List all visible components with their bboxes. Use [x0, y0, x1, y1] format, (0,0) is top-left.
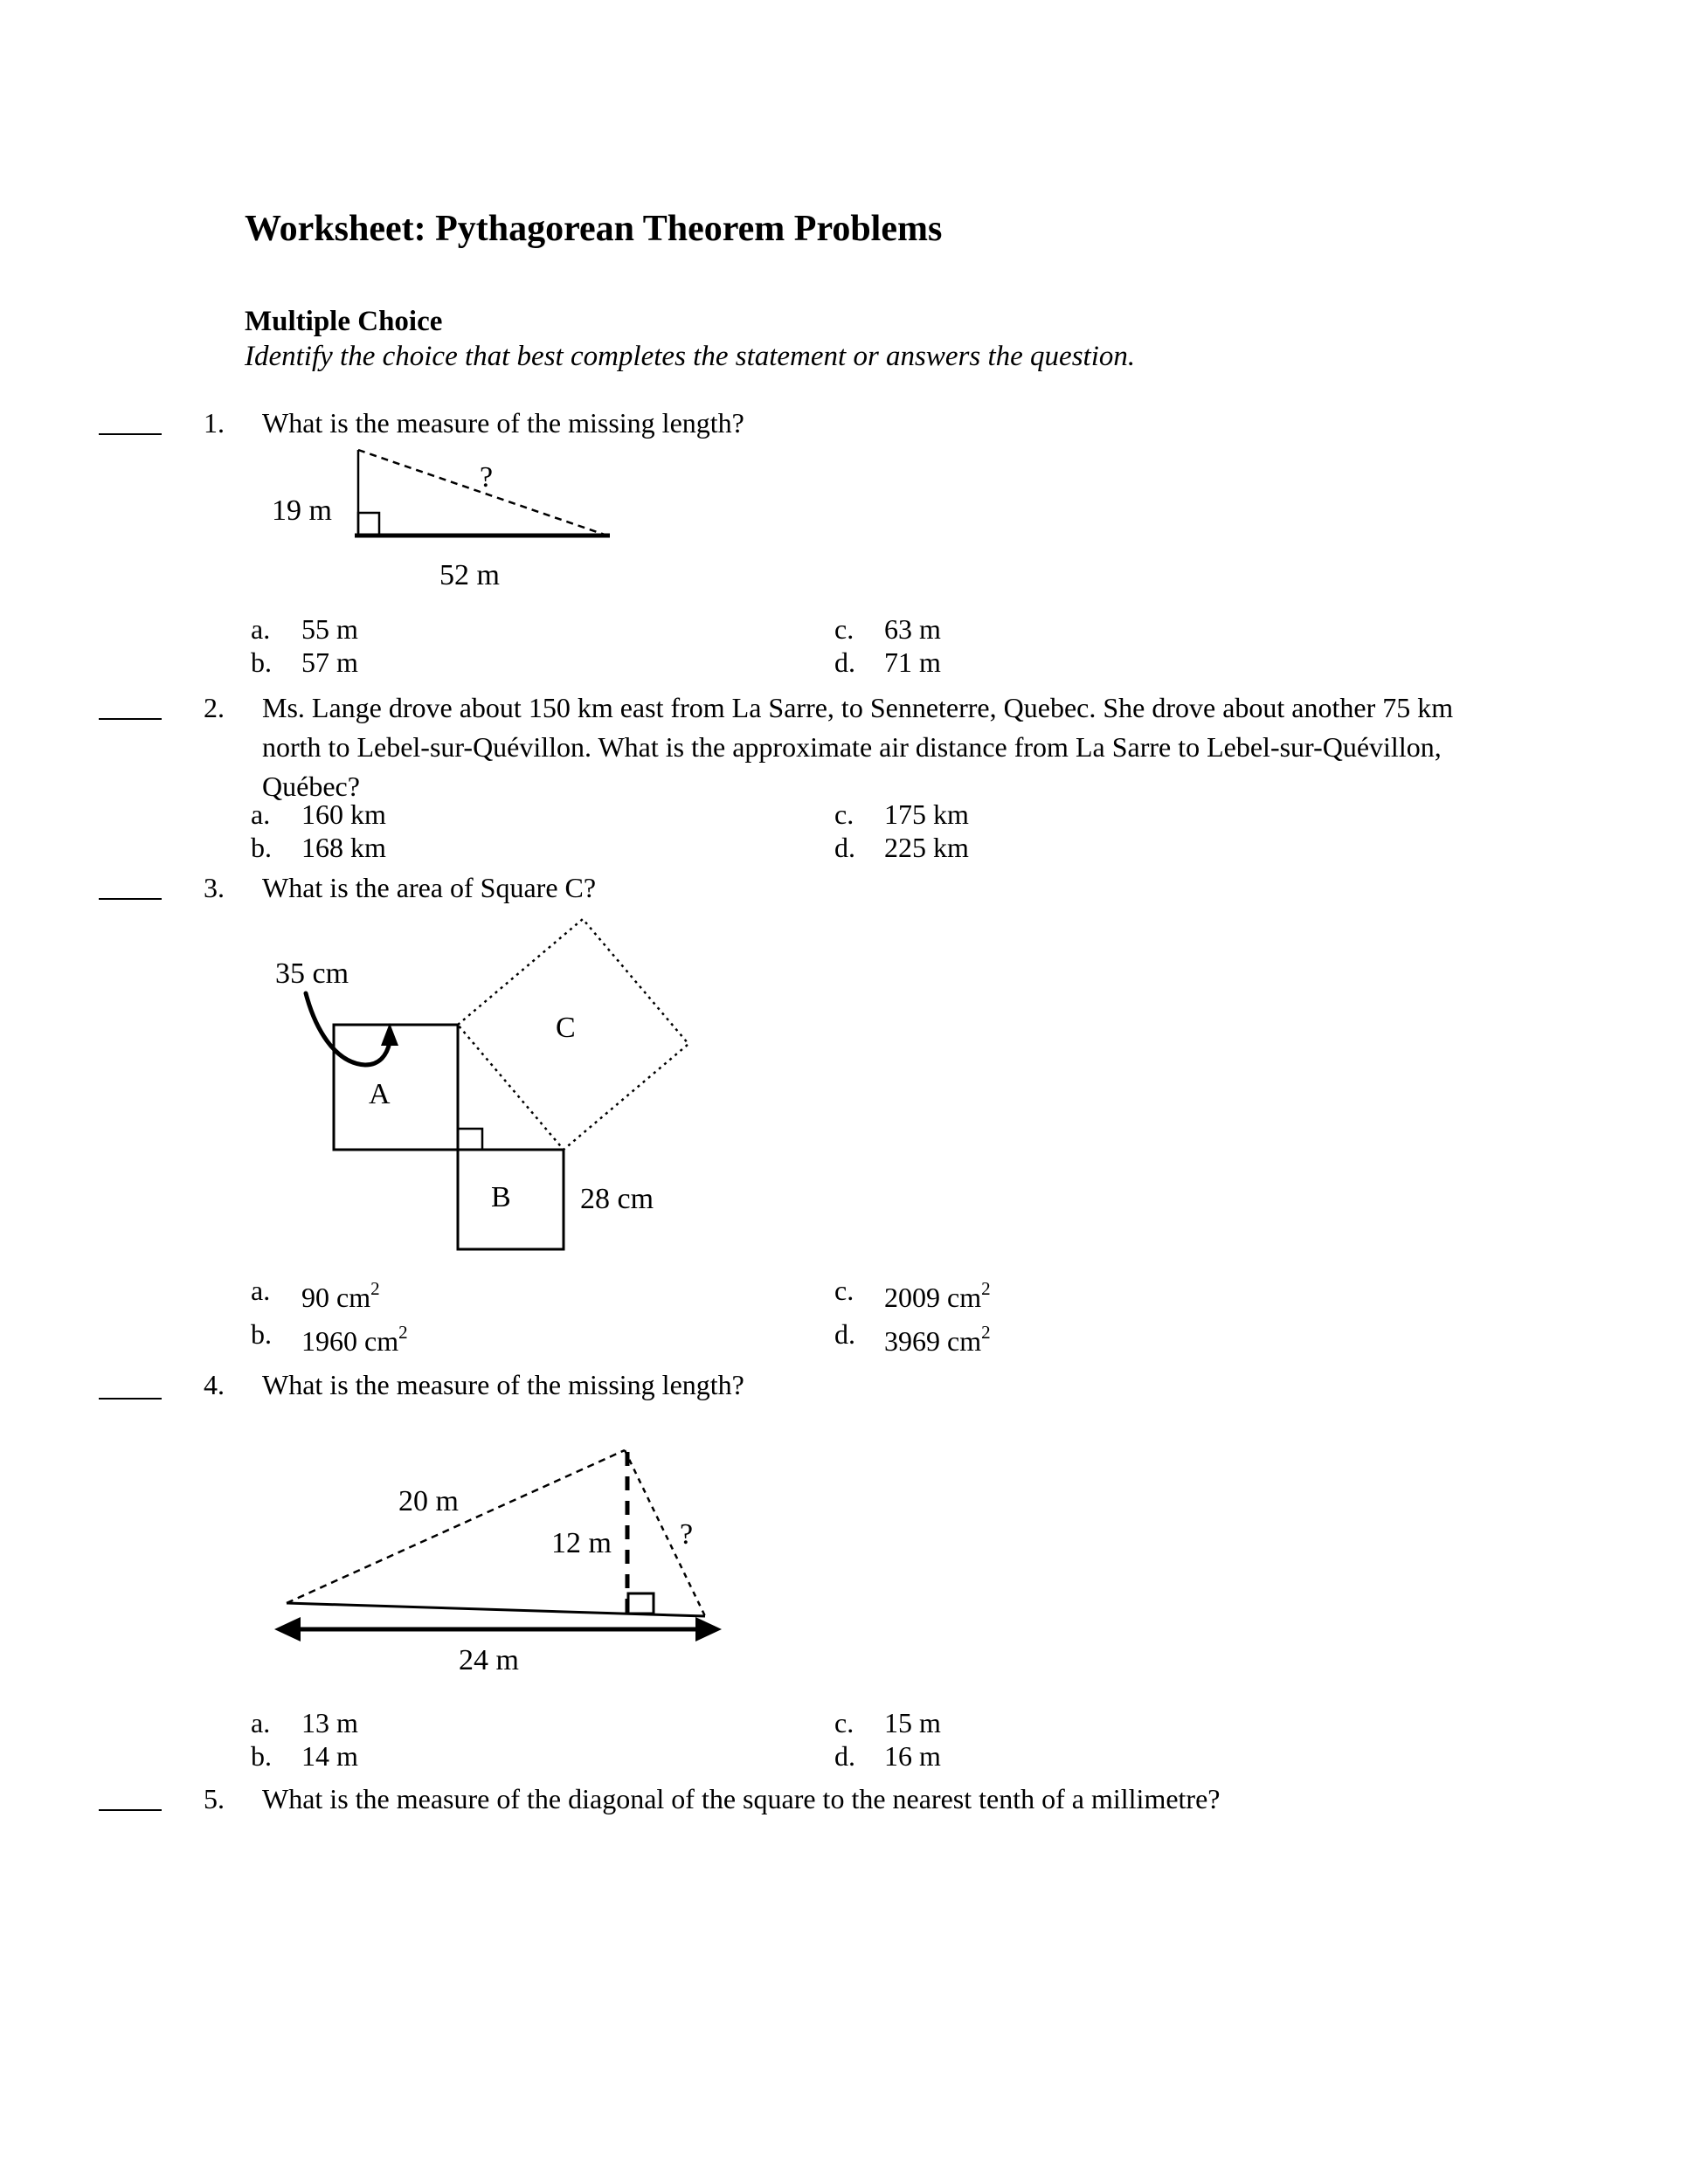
right-angle-marker	[458, 1129, 482, 1150]
option-letter: b.	[251, 832, 272, 863]
option-value: 55 m	[301, 613, 358, 645]
option-letter: a.	[251, 1707, 271, 1738]
section-heading: Multiple Choice	[245, 306, 443, 337]
option-value: 3969 $cm^2$	[884, 1322, 991, 1357]
q4-altitude-label: 12 m	[551, 1527, 612, 1559]
q3-side-b-label: 28 cm	[580, 1183, 654, 1215]
q3-side-a-label: 35 cm	[275, 957, 349, 990]
q4-base-label: 24 m	[459, 1644, 519, 1676]
option-letter: d.	[834, 1318, 855, 1350]
option-letter: b.	[251, 1318, 272, 1350]
option-value: 16 m	[884, 1740, 941, 1772]
answer-blank	[99, 1398, 162, 1400]
answer-blank	[99, 718, 162, 720]
right-angle-marker	[358, 513, 379, 536]
arrowhead-right	[695, 1617, 722, 1641]
q1-base-label: 52 m	[439, 559, 500, 591]
pointer-arrowhead	[381, 1023, 398, 1046]
question-text: Ms. Lange drove about 150 km east from La Sarre, to Senneterre, Quebec. She drove about another 75 km	[262, 692, 1454, 723]
question-number: 2.	[204, 692, 225, 723]
q1-hypotenuse-label: ?	[480, 461, 494, 494]
option-letter: c.	[834, 1707, 854, 1738]
option-value: 2009 $cm^2$	[884, 1278, 991, 1313]
q4-slant-label: 20 m	[398, 1485, 459, 1517]
option-letter: d.	[834, 832, 855, 863]
answer-blank	[99, 433, 162, 435]
q4-triangle-diagram	[262, 1433, 725, 1647]
option-value: 168 km	[301, 832, 386, 863]
option-letter: a.	[251, 1275, 271, 1306]
option-value: 71 m	[884, 646, 941, 678]
pointer-arrow-curve	[306, 993, 390, 1065]
option-letter: a.	[251, 798, 271, 830]
question-text: north to Lebel-sur-Quévillon. What is the approximate air distance from La Sarre to Lebel-sur-Quévillon,	[262, 731, 1442, 763]
question-text: What is the measure of the missing length?	[262, 1369, 744, 1400]
page-title: Worksheet: Pythagorean Theorem Problems	[245, 209, 943, 249]
option-letter: c.	[834, 1275, 854, 1306]
answer-blank	[99, 898, 162, 900]
q3-square-b-label: B	[491, 1181, 511, 1213]
question-number: 5.	[204, 1783, 225, 1814]
option-value: 57 m	[301, 646, 358, 678]
question-text: Québec?	[262, 771, 360, 802]
option-value: 13 m	[301, 1707, 358, 1738]
right-angle-marker	[628, 1593, 654, 1614]
q4-unknown-label: ?	[680, 1518, 694, 1551]
question-number: 3.	[204, 872, 225, 903]
question-text: What is the measure of the missing length?	[262, 407, 744, 439]
question-text: What is the area of Square C?	[262, 872, 597, 903]
option-letter: b.	[251, 646, 272, 678]
triangle-unknown-side-dotted	[625, 1450, 705, 1616]
q3-square-a-label: A	[369, 1078, 391, 1110]
option-letter: d.	[834, 646, 855, 678]
question-number: 4.	[204, 1369, 225, 1400]
question-text: What is the measure of the diagonal of the square to the nearest tenth of a millimetre?	[262, 1783, 1221, 1814]
option-value: 15 m	[884, 1707, 941, 1738]
option-letter: b.	[251, 1740, 272, 1772]
option-value: 90 $cm^2$	[301, 1278, 380, 1313]
option-letter: d.	[834, 1740, 855, 1772]
option-value: 1960 $cm^2$	[301, 1322, 408, 1357]
q1-vertical-side-label: 19 m	[272, 494, 332, 527]
option-value: 63 m	[884, 613, 941, 645]
option-value: 175 km	[884, 798, 969, 830]
option-letter: a.	[251, 613, 271, 645]
option-value: 14 m	[301, 1740, 358, 1772]
section-instructions: Identify the choice that best completes the statement or answers the question.	[245, 341, 1136, 372]
option-letter: c.	[834, 613, 854, 645]
option-letter: c.	[834, 798, 854, 830]
option-value: 225 km	[884, 832, 969, 863]
question-number: 1.	[204, 407, 225, 439]
option-value: 160 km	[301, 798, 386, 830]
q3-square-c-label: C	[556, 1012, 576, 1044]
arrowhead-left	[274, 1617, 301, 1641]
answer-blank	[99, 1809, 162, 1811]
